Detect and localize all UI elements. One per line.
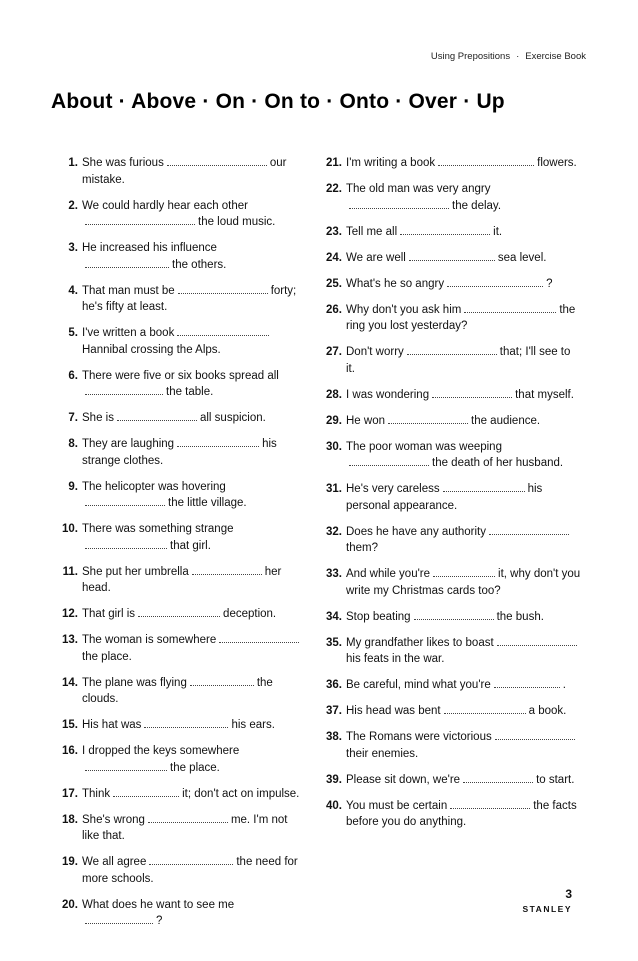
question-text-before: We could hardly hear each other <box>82 199 248 212</box>
question-number: 23. <box>326 225 342 238</box>
question-text <box>82 564 306 597</box>
question-number: 25. <box>326 277 342 290</box>
question-number: 36. <box>326 679 342 691</box>
left-question-column <box>58 155 306 939</box>
question-number: 37. <box>326 705 342 717</box>
question-number: 29. <box>326 414 342 427</box>
question-text-after: to start. <box>536 773 575 786</box>
question-item <box>320 729 582 762</box>
answer-blank[interactable] <box>432 387 512 398</box>
question-text <box>82 606 306 623</box>
question-number: 16. <box>62 745 78 757</box>
question-text <box>82 897 306 930</box>
question-text <box>346 155 582 172</box>
question-item <box>320 344 582 377</box>
question-text-after: her head. <box>82 565 282 594</box>
question-text-after: the delay. <box>452 199 502 212</box>
question-text <box>82 479 306 512</box>
question-number: 19. <box>62 856 78 868</box>
question-text-after: the little village. <box>168 497 247 509</box>
answer-blank[interactable] <box>494 677 560 688</box>
question-text-after: ? <box>546 277 553 290</box>
question-text-after: his strange clothes. <box>82 438 277 467</box>
question-text-after: the facts before you do anything. <box>346 799 577 828</box>
answer-blank[interactable] <box>407 344 497 355</box>
question-text <box>346 302 582 335</box>
question-item <box>320 566 582 599</box>
answer-blank[interactable] <box>409 250 495 261</box>
answer-blank[interactable] <box>463 772 533 783</box>
question-text-after: that myself. <box>515 388 574 401</box>
question-text-after: their enemies. <box>346 747 419 760</box>
question-text-before: Be careful, mind what you're <box>346 679 491 691</box>
question-text-before: She was furious <box>82 157 164 169</box>
question-number: 26. <box>326 303 342 316</box>
running-header <box>431 51 586 62</box>
answer-blank[interactable] <box>177 325 269 336</box>
question-text-before: Tell me all <box>346 225 398 238</box>
question-text-before: That girl is <box>82 608 136 620</box>
question-item <box>58 632 306 665</box>
question-text <box>82 675 306 708</box>
answer-blank[interactable] <box>117 410 197 421</box>
question-number: 33. <box>326 568 342 580</box>
question-item <box>320 276 582 293</box>
question-text-after: the ring you lost yesterday? <box>346 303 576 332</box>
question-text <box>82 368 306 401</box>
question-item <box>320 481 582 514</box>
answer-blank[interactable] <box>85 538 167 549</box>
answer-blank[interactable] <box>400 224 490 235</box>
question-text-before: And while you're <box>346 568 431 580</box>
question-text-before: You must be certain <box>346 799 448 812</box>
question-text <box>346 224 582 241</box>
question-text-after: his feats in the war. <box>346 653 445 665</box>
question-text <box>346 250 582 267</box>
question-number: 24. <box>326 251 342 264</box>
answer-blank[interactable] <box>144 717 228 728</box>
question-text-before: Why don't you ask him <box>346 303 462 316</box>
question-text <box>82 240 306 273</box>
question-number: 30. <box>326 440 342 453</box>
question-text <box>82 410 306 427</box>
question-text <box>346 481 582 514</box>
answer-blank[interactable] <box>349 455 429 466</box>
question-number: 3. <box>68 242 78 254</box>
question-number: 20. <box>62 898 78 911</box>
question-item <box>320 609 582 626</box>
question-text-after: the table. <box>166 386 214 398</box>
answer-blank[interactable] <box>85 495 165 506</box>
answer-blank[interactable] <box>497 635 577 646</box>
question-text <box>346 276 582 293</box>
question-item <box>320 302 582 335</box>
question-text <box>346 344 582 377</box>
question-item <box>58 675 306 708</box>
question-text-after: the bush. <box>496 610 544 623</box>
question-text-before: There was something strange <box>82 523 234 535</box>
question-text <box>346 635 582 668</box>
question-text-before: My grandfather likes to boast <box>346 636 494 649</box>
header-book-type: Exercise Book <box>525 51 586 62</box>
question-item <box>320 798 582 831</box>
answer-blank[interactable] <box>450 798 530 809</box>
answer-blank[interactable] <box>414 609 494 620</box>
question-number: 7. <box>68 412 78 424</box>
question-text-after: the death of her husband. <box>432 457 564 469</box>
question-number: 12. <box>62 608 78 620</box>
question-number: 27. <box>326 346 342 358</box>
question-text <box>82 283 306 316</box>
question-text-after: that; I'll see to it. <box>346 346 571 375</box>
answer-blank[interactable] <box>167 155 267 166</box>
question-text-after: the loud music. <box>198 216 276 228</box>
question-number: 40. <box>326 799 342 812</box>
question-item <box>58 368 306 401</box>
question-item <box>320 524 582 557</box>
answer-blank[interactable] <box>444 703 526 714</box>
answer-blank[interactable] <box>85 214 195 225</box>
question-text <box>346 413 582 430</box>
question-text <box>82 786 306 803</box>
question-text-before: I was wondering <box>346 388 430 401</box>
question-text-before: What does he want to see me <box>82 898 235 911</box>
question-number: 5. <box>68 327 78 339</box>
answer-blank[interactable] <box>219 632 299 643</box>
question-text-after: . <box>562 679 566 691</box>
question-item <box>58 854 306 887</box>
answer-blank[interactable] <box>388 413 468 424</box>
answer-blank[interactable] <box>85 384 163 395</box>
answer-blank[interactable] <box>149 854 233 865</box>
question-text-before: He's very careless <box>346 483 440 495</box>
question-text-before: She's wrong <box>82 813 145 826</box>
question-text-after: forty; he's fifty at least. <box>82 284 297 313</box>
question-item <box>58 410 306 427</box>
question-item <box>320 250 582 267</box>
question-text-after: the others. <box>172 258 227 271</box>
answer-blank[interactable] <box>438 155 534 166</box>
question-text <box>346 181 582 214</box>
question-text-before: His hat was <box>82 719 142 731</box>
question-item <box>320 387 582 404</box>
question-text-before: They are laughing <box>82 438 175 450</box>
question-text-before: There were five or six books spread all <box>82 369 279 382</box>
question-text-after: that girl. <box>170 539 211 552</box>
question-number: 15. <box>62 719 78 731</box>
question-text-after: the place. <box>170 761 220 774</box>
answer-blank[interactable] <box>443 481 525 492</box>
question-text <box>82 325 306 358</box>
answer-blank[interactable] <box>85 913 153 924</box>
question-number: 6. <box>68 369 78 382</box>
question-item <box>58 283 306 316</box>
question-text-after: it; don't act on impulse. <box>182 787 300 800</box>
question-number: 31. <box>326 483 342 495</box>
question-number: 4. <box>68 284 78 297</box>
answer-blank[interactable] <box>148 812 228 823</box>
question-text <box>82 812 306 845</box>
question-item <box>320 439 582 472</box>
question-text-before: I've written a book <box>82 327 175 339</box>
answer-blank[interactable] <box>464 302 556 313</box>
page-number: 3 <box>565 887 572 901</box>
question-text-before: Don't worry <box>346 346 404 358</box>
question-text <box>346 729 582 762</box>
question-text-before: She is <box>82 412 114 424</box>
question-text-before: The woman is somewhere <box>82 634 217 646</box>
question-item <box>58 198 306 231</box>
question-text <box>346 609 582 626</box>
question-item <box>58 479 306 512</box>
question-item <box>58 743 306 776</box>
question-text-before: He increased his influence <box>82 242 217 254</box>
answer-blank[interactable] <box>192 564 262 575</box>
question-number: 38. <box>326 731 342 743</box>
question-text-after: ? <box>156 915 163 927</box>
question-item <box>58 436 306 469</box>
question-number: 35. <box>326 636 342 649</box>
question-text-before: Please sit down, we're <box>346 773 461 786</box>
question-item <box>320 224 582 241</box>
question-text-before: I'm writing a book <box>346 157 436 169</box>
question-item <box>58 786 306 803</box>
question-item <box>58 897 306 930</box>
question-text-before: The helicopter was hovering <box>82 480 226 493</box>
question-text-after: sea level. <box>497 251 547 264</box>
question-text <box>346 677 582 694</box>
question-text-before: Does he have any authority <box>346 525 487 538</box>
question-text <box>346 439 582 472</box>
answer-blank[interactable] <box>85 257 169 268</box>
question-text <box>82 743 306 776</box>
answer-blank[interactable] <box>85 760 167 771</box>
question-text-after: his ears. <box>231 719 275 731</box>
question-text-before: He won <box>346 414 385 427</box>
question-text-after: it, why don't you write my Christmas cards too? <box>346 568 581 597</box>
question-text-after: all suspicion. <box>199 412 266 424</box>
question-item <box>58 155 306 188</box>
question-number: 34. <box>326 610 342 623</box>
question-item <box>320 772 582 789</box>
question-item <box>58 606 306 623</box>
question-item <box>58 717 306 734</box>
question-text-before: His head was bent <box>346 705 441 717</box>
question-text-after: flowers. <box>537 157 577 169</box>
question-text <box>82 632 306 665</box>
question-item <box>320 635 582 668</box>
question-text-after: a book. <box>528 705 567 717</box>
question-text <box>346 798 582 831</box>
question-text-before: The old man was very angry <box>346 183 491 195</box>
question-text <box>82 436 306 469</box>
question-text-after: them? <box>346 542 378 554</box>
question-item <box>58 240 306 273</box>
question-text-after: his personal appearance. <box>346 483 543 512</box>
right-question-column <box>320 155 582 840</box>
question-number: 18. <box>62 813 78 826</box>
answer-blank[interactable] <box>349 198 449 209</box>
question-text-before: I dropped the keys somewhere <box>82 745 240 757</box>
question-number: 13. <box>62 634 78 646</box>
question-number: 28. <box>326 388 342 401</box>
question-text-before: The Romans were victorious <box>346 731 492 743</box>
question-text-after: the audience. <box>471 414 541 427</box>
question-item <box>58 564 306 597</box>
answer-blank[interactable] <box>138 606 220 617</box>
answer-blank[interactable] <box>495 729 575 740</box>
question-number: 14. <box>62 676 78 689</box>
answer-blank[interactable] <box>177 436 259 447</box>
question-number: 17. <box>62 787 78 800</box>
question-text <box>346 703 582 720</box>
question-text-before: She put her umbrella <box>82 565 189 578</box>
question-text <box>82 717 306 734</box>
answer-blank[interactable] <box>489 524 569 535</box>
question-text-after: it. <box>493 225 503 238</box>
question-number: 32. <box>326 525 342 538</box>
question-number: 11. <box>62 565 78 578</box>
question-text-after: our mistake. <box>82 157 287 186</box>
question-text-before: We are well <box>346 251 406 264</box>
question-text <box>346 387 582 404</box>
page-title: About · Above · On · On to · Onto · Over · Up <box>51 90 505 113</box>
question-item <box>58 325 306 358</box>
header-book-title: Using Prepositions <box>430 51 511 62</box>
question-item <box>58 812 306 845</box>
question-item <box>320 413 582 430</box>
question-number: 9. <box>68 480 78 493</box>
question-text <box>82 854 306 887</box>
question-text <box>82 521 306 554</box>
question-number: 39. <box>326 773 342 786</box>
question-number: 21. <box>326 157 342 169</box>
question-number: 1. <box>68 157 78 169</box>
question-text <box>346 566 582 599</box>
question-text-after: the need for more schools. <box>82 856 298 885</box>
publisher-name: STANLEY <box>522 904 572 914</box>
question-number: 22. <box>326 183 342 195</box>
answer-blank[interactable] <box>113 786 179 797</box>
question-number: 10. <box>62 523 78 535</box>
question-number: 2. <box>68 199 78 212</box>
question-text-after: deception. <box>223 608 277 620</box>
question-item <box>58 521 306 554</box>
question-text-before: The plane was flying <box>82 676 187 689</box>
header-separator: · <box>516 51 520 62</box>
question-text-before: Stop beating <box>346 610 411 623</box>
answer-blank[interactable] <box>190 675 254 686</box>
question-text-after: the place. <box>82 650 132 663</box>
question-text-before: What's he so angry <box>346 277 445 290</box>
question-text-before: That man must be <box>82 284 175 297</box>
question-number: 8. <box>68 438 78 450</box>
question-text-before: We all agree <box>82 856 147 868</box>
question-text-after: Hannibal crossing the Alps. <box>82 343 221 356</box>
answer-blank[interactable] <box>447 276 543 287</box>
question-item <box>320 677 582 694</box>
question-text <box>346 772 582 789</box>
question-text-before: The poor woman was weeping <box>346 440 502 453</box>
question-item <box>320 703 582 720</box>
question-text-after: the clouds. <box>82 676 273 705</box>
question-text-after: me. I'm not like that. <box>82 813 288 842</box>
question-text <box>346 524 582 557</box>
question-text-before: Think <box>82 787 111 800</box>
answer-blank[interactable] <box>433 566 495 577</box>
question-item <box>320 181 582 214</box>
answer-blank[interactable] <box>178 283 268 294</box>
question-text <box>82 155 306 188</box>
question-item <box>320 155 582 172</box>
question-text <box>82 198 306 231</box>
